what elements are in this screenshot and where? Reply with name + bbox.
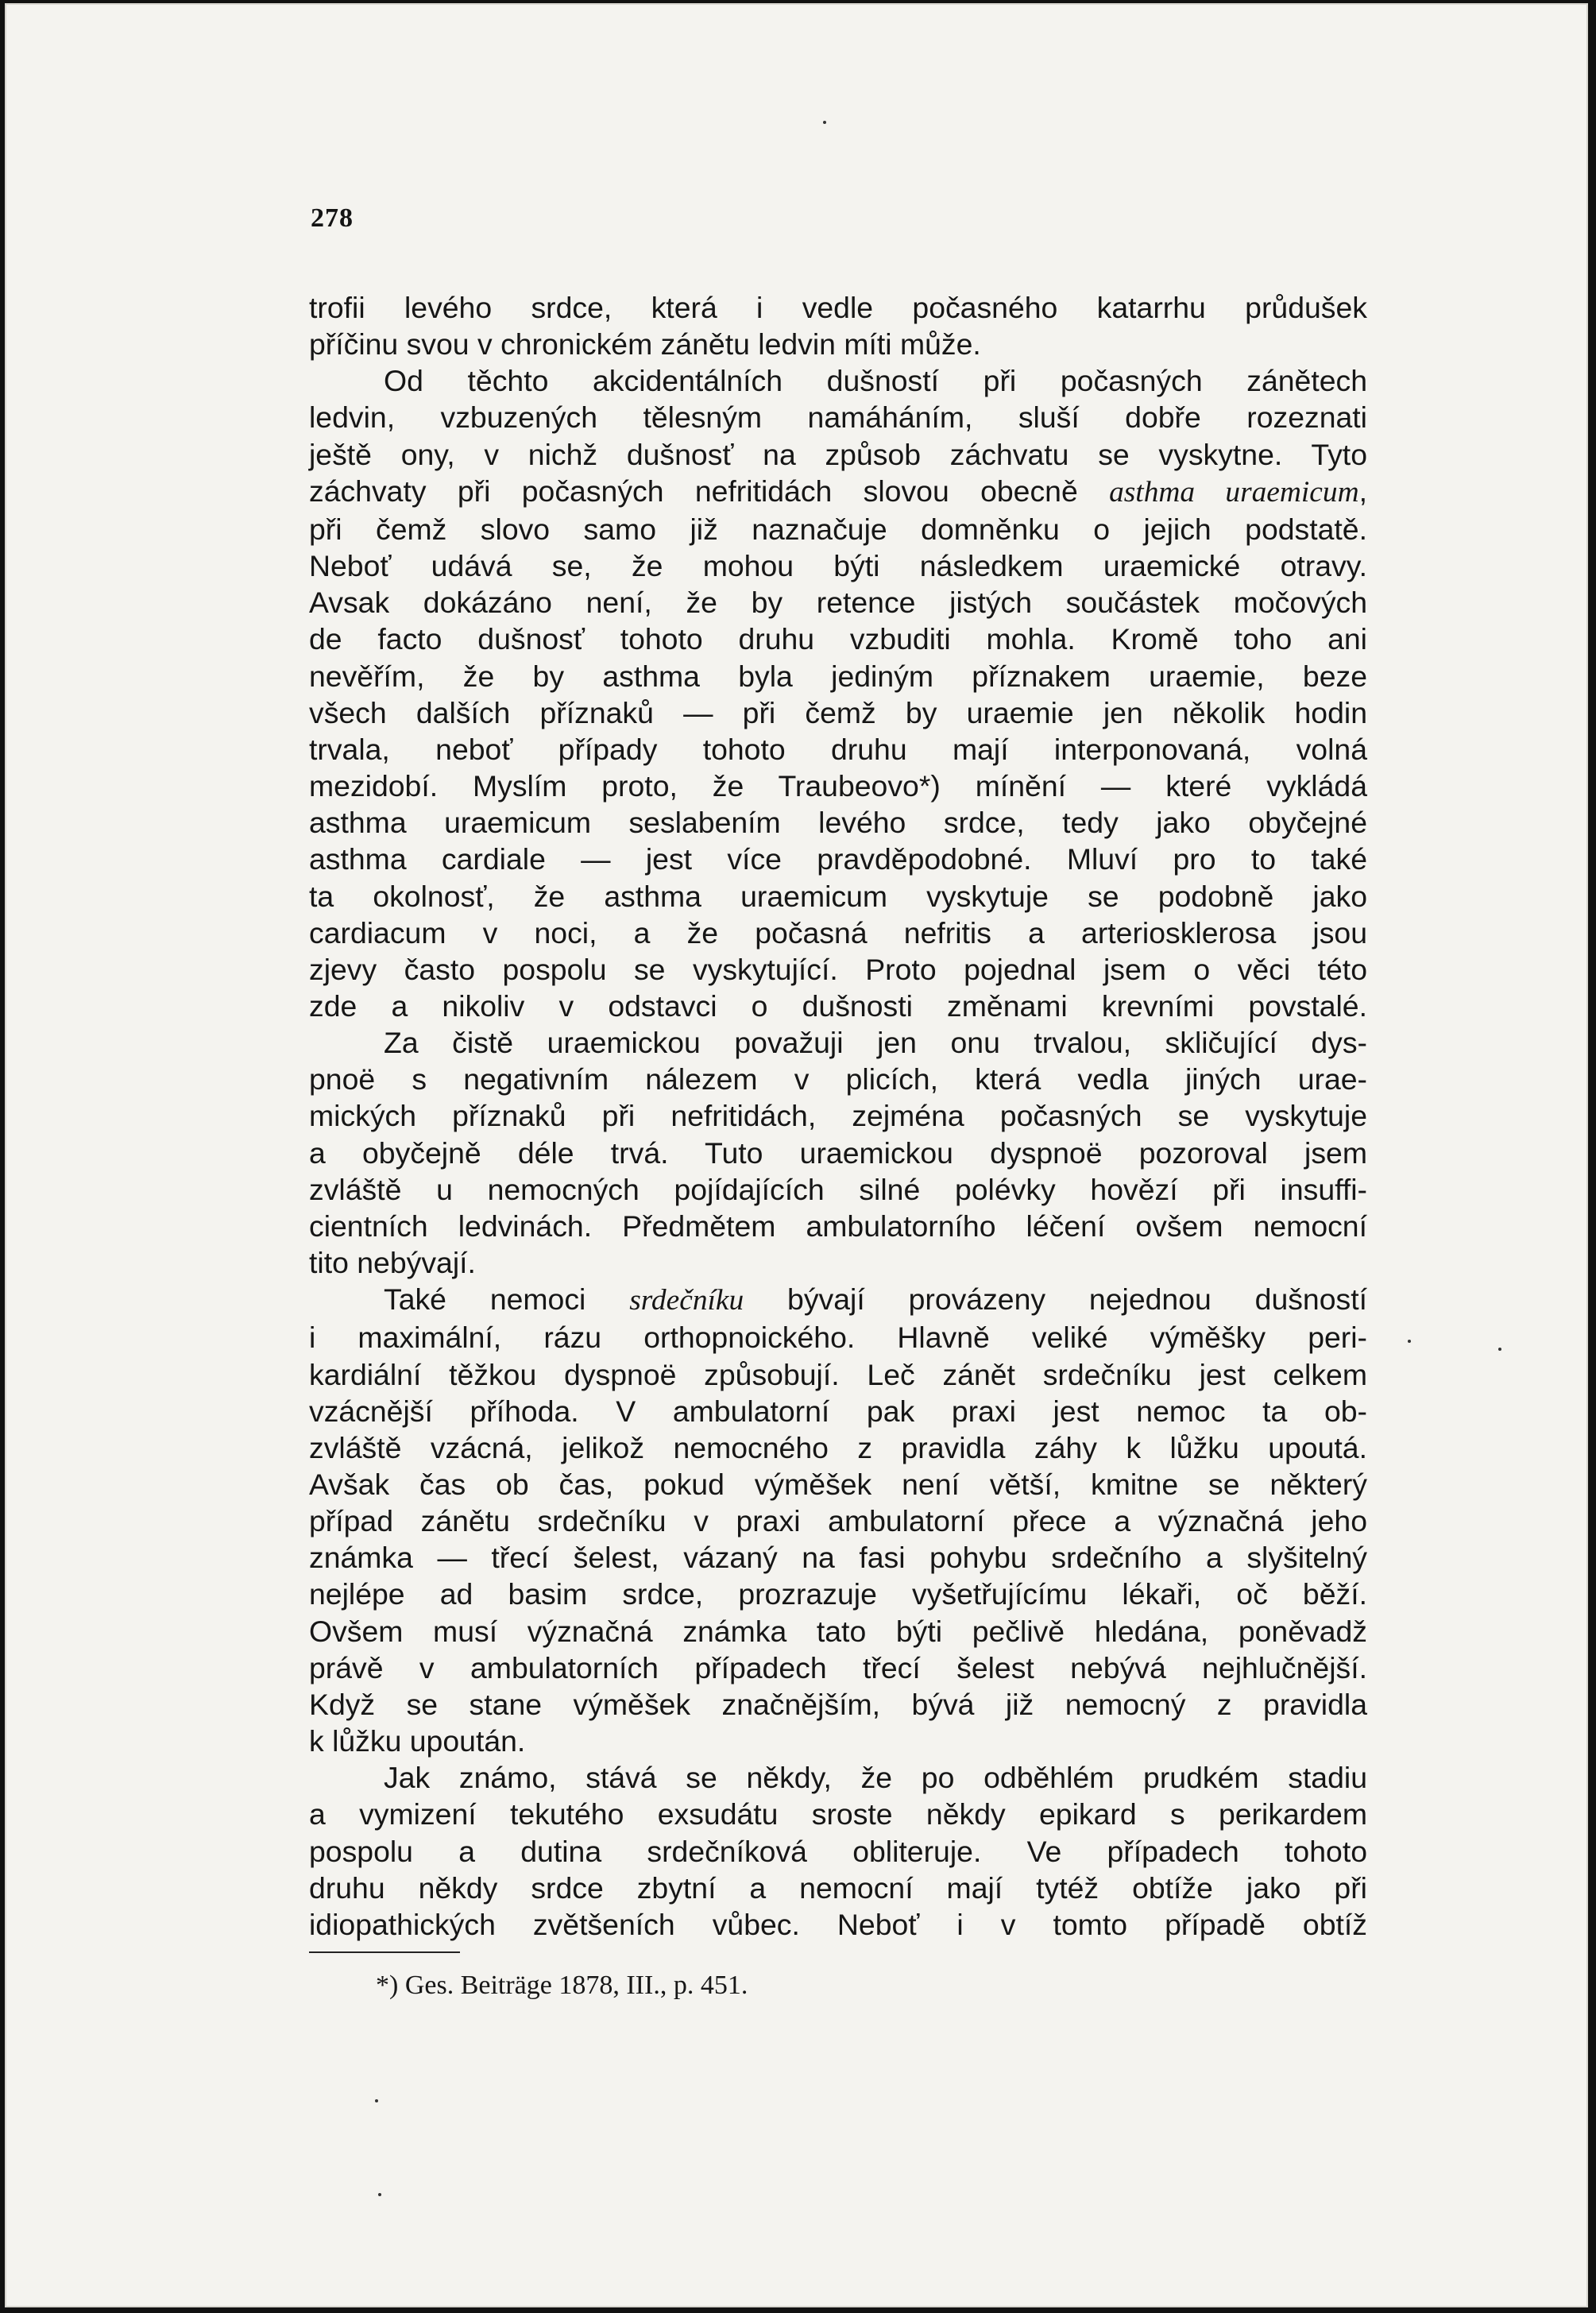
text-line: případ zánětu srdečníku v praxi ambulatorní přece a význačná jeho [309,1504,1367,1538]
text-line: Ovšem musí význačná známka tato býti pečlivě hledána, poněvadž [309,1614,1367,1648]
scan-speck [1498,1348,1501,1351]
text-line: druhu někdy srdce zbytní a nemocní mají tytéž obtíže jako při [309,1870,1367,1905]
text-line: kardiální těžkou dyspnoë způsobují. Leč zánět srdečníku jest celkem [309,1357,1367,1391]
scan-speck [378,2193,381,2196]
text-line: Avšak čas ob čas, pokud výměšek není větší, kmitne se některý [309,1468,1367,1501]
text-line: cientních ledvinách. Předmětem ambulatorního léčení ovšem nemocní [309,1209,1367,1243]
text-line: Jak známo, stává se někdy, že po odběhlém prudkém stadiu [384,1761,1367,1795]
text-line: a obyčejně déle trvá. Tuto uraemickou dyspnoë pozoroval jsem [309,1135,1367,1170]
text-fragment: bývají provázeny nejednou dušností [744,1282,1367,1317]
text-line: trvala, neboť případy tohoto druhu mají interponovaná, volná [309,732,1367,766]
text-line: ta okolnosť, že asthma uraemicum vyskytuje se podobně jako [309,879,1367,913]
text-line-with-italic [309,1281,1367,1319]
text-line: nejlépe ad basim srdce, prozrazuje vyšetřujícímu lékaři, oč běží. [309,1577,1367,1611]
text-line: ledvin, vzbuzených tělesným namáháním, sluší dobře rozeznati [309,400,1367,435]
text-fragment: Také nemoci [384,1282,630,1317]
text-line: mezidobí. Myslím proto, že Traubeovo*) mínění — které vykládá [309,769,1367,803]
text-line: ještě ony, v nichž dušnosť na způsob záchvatu se vyskytne. Tyto [309,437,1367,471]
text-line: nevěřím, že by asthma byla jediným příznakem uraemie, beze [309,659,1367,693]
italic-term: asthma uraemicum [1109,475,1359,509]
text-line: de facto dušnosť tohoto druhu vzbuditi mohla. Kromě toho ani [309,622,1367,656]
text-line: pnoë s negativním nálezem v plicích, která vedla jiných urae- [309,1062,1367,1097]
text-fragment: záchvaty při počasných nefritidách slovou obecně [309,474,1110,508]
text-line: Neboť udává se, že mohou býti následkem uraemické otravy. [309,549,1367,583]
text-fragment: , [1358,474,1367,508]
text-line: vzácnější příhoda. V ambulatorní pak praxi jest nemoc ta ob- [309,1394,1367,1428]
scan-speck [823,121,826,124]
text-line: cardiacum v noci, a že počasná nefritis a arteriosklerosa jsou [309,915,1367,950]
book-page [5,3,1588,2307]
scan-speck [1408,1340,1411,1343]
text-line: asthma cardiale — jest více pravděpodobné. Mluví pro to také [309,842,1367,876]
text-line: idiopathických zvětšeních vůbec. Neboť i v tomto případě obtíž [309,1907,1367,1941]
text-line: pospolu a dutina srdečníková obliteruje. Ve případech tohoto [309,1834,1367,1868]
text-line: Za čistě uraemickou považuji jen onu trvalou, skličující dys- [384,1026,1367,1060]
text-line: příčinu svou v chronickém zánětu ledvin míti může. [309,327,981,362]
body-text [309,289,1367,1943]
footnote-divider [309,1951,460,1953]
text-line: zvláště u nemocných pojídajících silné polévky hovězí při insuffi- [309,1172,1367,1206]
text-line: a vymizení tekutého exsudátu sroste někdy epikard s perikardem [309,1797,1367,1831]
text-line: známka — třecí šelest, vázaný na fasi pohybu srdečního a slyšitelný [309,1541,1367,1575]
text-line: Od těchto akcidentálních dušností při počasných zánětech [384,364,1367,398]
text-line: mických příznaků při nefritidách, zejména počasných se vyskytuje [309,1099,1367,1133]
text-line: při čemž slovo samo již naznačuje domněnku o jejich podstatě. [309,512,1367,546]
text-line-with-italic [309,473,1367,511]
text-line: trofii levého srdce, která i vedle počasného katarrhu průdušek [309,291,1367,324]
text-line: asthma uraemicum seslabením levého srdce, tedy jako obyčejné [309,806,1367,840]
text-line: zvláště vzácná, jelikož nemocného z pravidla záhy k lůžku upoutá. [309,1430,1367,1464]
footnote: *) Ges. Beiträge 1878, III., p. 451. [376,1971,748,2000]
text-line: tito nebývají. [309,1246,476,1280]
text-line: k lůžku upoután. [309,1724,526,1758]
text-line: zde a nikoliv v odstavci o dušnosti změnami krevními povstalé. [309,988,1367,1023]
text-line: i maximální, rázu orthopnoického. Hlavně veliké výměšky peri- [309,1321,1367,1355]
page-number: 278 [311,203,354,233]
text-line: všech dalších příznaků — při čemž by uraemie jen několik hodin [309,695,1367,729]
scan-speck [375,2099,378,2102]
text-line: zjevy často pospolu se vyskytující. Proto pojednal jsem o věci této [309,952,1367,986]
italic-term: srdečníku [629,1284,744,1317]
text-line: Když se stane výměšek značnějším, bývá již nemocný z pravidla [309,1687,1367,1721]
text-line: právě v ambulatorních případech třecí šelest nebývá nejhlučnější. [309,1650,1367,1684]
text-line: Avsak dokázáno není, že by retence jistých součástek močových [309,586,1367,620]
